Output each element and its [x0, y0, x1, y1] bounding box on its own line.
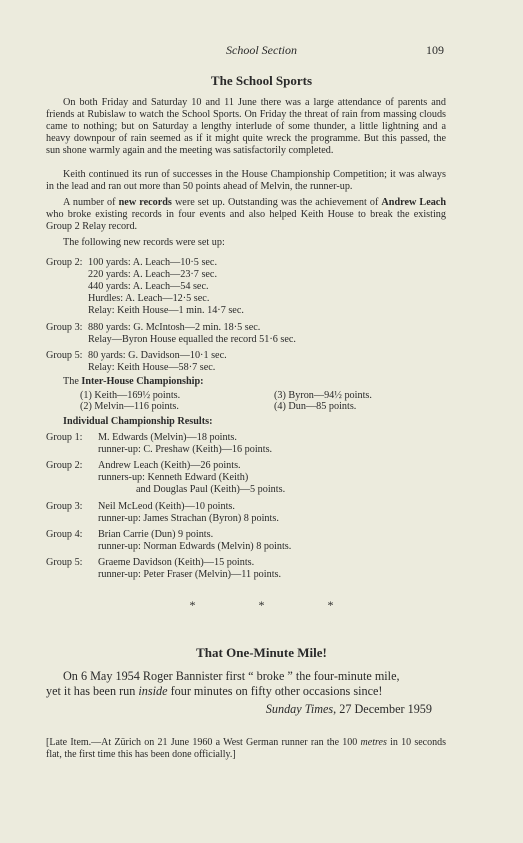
- result-line: runner-up: Peter Fraser (Melvin)—11 points.: [98, 569, 282, 580]
- individual-heading: Individual Championship Results:: [63, 416, 213, 427]
- mile-source: Sunday Times, 27 December 1959: [265, 702, 432, 716]
- mile-line-1: On 6 May 1954 Roger Bannister first “ broke ” the four-minute mile,: [63, 669, 400, 683]
- inter-house-entry: (3) Byron—94½ points.: [274, 390, 372, 401]
- record-line: Relay: Keith House—1 min. 14·7 sec.: [88, 305, 244, 316]
- result-line: and Douglas Paul (Keith)—5 points.: [136, 484, 286, 495]
- result-line: Neil McLeod (Keith)—10 points.: [98, 501, 235, 512]
- record-line: 80 yards: G. Davidson—10·1 sec.: [88, 350, 227, 361]
- records-paragraph: A number of new records were set up. Outstanding was the achievement of Andrew Leach who broke existing records in four events and also helped Keith House to break the existing Group 2 Relay record.: [46, 197, 446, 232]
- record-line: Hurdles: A. Leach—12·5 sec.: [88, 293, 210, 304]
- group-label: Group 3:: [46, 322, 83, 333]
- record-line: 440 yards: A. Leach—54 sec.: [88, 281, 209, 292]
- result-line: M. Edwards (Melvin)—18 points.: [98, 432, 237, 443]
- group-label: Group 1:: [46, 432, 83, 443]
- record-line: 220 yards: A. Leach—23·7 sec.: [88, 269, 218, 280]
- result-line: Graeme Davidson (Keith)—15 points.: [98, 557, 255, 568]
- inter-house-entry: (2) Melvin—116 points.: [80, 401, 179, 412]
- record-line: Relay: Keith House—58·7 sec.: [88, 362, 216, 373]
- group-label: Group 5:: [46, 557, 83, 568]
- keith-paragraph: Keith continued its run of successes in the House Championship Competition; it was always in the lead and ran out more than 50 points ahead of Melvin, the runner-up.: [46, 169, 446, 192]
- mile-line-2: yet it has been run inside four minutes on fifty other occasions since!: [46, 684, 383, 698]
- mile-title: That One-Minute Mile!: [196, 645, 327, 660]
- group-label: Group 3:: [46, 501, 83, 512]
- result-line: runner-up: James Strachan (Byron) 8 points.: [98, 513, 279, 524]
- inter-house-entry: (4) Dun—85 points.: [274, 401, 357, 412]
- running-head-section: School Section: [226, 43, 297, 57]
- group-label: Group 2:: [46, 460, 83, 471]
- sports-title: The School Sports: [210, 73, 313, 88]
- result-line: Brian Carrie (Dun) 9 points.: [98, 529, 214, 540]
- inter-house-entry: (1) Keith—169½ points.: [80, 390, 181, 401]
- group-label: Group 4:: [46, 529, 83, 540]
- sports-intro: On both Friday and Saturday 10 and 11 June there was a large attendance of parents and friends at Rubislaw to watch the School Sports. On Friday the threat of rain from massing clouds came to nothing; but on Saturday a lengthy interlude of some thunder, a little lightning and a heavy downpour of rain seemed as if it might quite wreck the programme. But this passed, the sun shone warmly again and the meeting was satisfactorily completed.: [46, 97, 446, 156]
- record-line: 880 yards: G. McIntosh—2 min. 18·5 sec.: [88, 322, 261, 333]
- result-line: runner-up: C. Preshaw (Keith)—16 points.: [98, 444, 273, 455]
- record-line: 100 yards: A. Leach—10·5 sec.: [88, 257, 218, 268]
- result-line: runner-up: Norman Edwards (Melvin) 8 points.: [98, 541, 292, 552]
- result-line: Andrew Leach (Keith)—26 points.: [98, 460, 241, 471]
- record-line: Relay—Byron House equalled the record 51·6 sec.: [88, 334, 296, 345]
- following-records: The following new records were set up:: [63, 237, 225, 248]
- group-label: Group 5:: [46, 350, 83, 361]
- group-label: Group 2:: [46, 257, 83, 268]
- page-number: 109: [426, 43, 444, 57]
- inter-house-heading: The Inter-House Championship:: [63, 376, 204, 387]
- section-separator: * * *: [189, 598, 364, 612]
- late-item: [Late Item.—At Zürich on 21 June 1960 a West German runner ran the 100 metres in 10 seconds flat, the first time this has been done officially.]: [46, 737, 446, 760]
- result-line: runners-up: Kenneth Edward (Keith): [98, 472, 249, 483]
